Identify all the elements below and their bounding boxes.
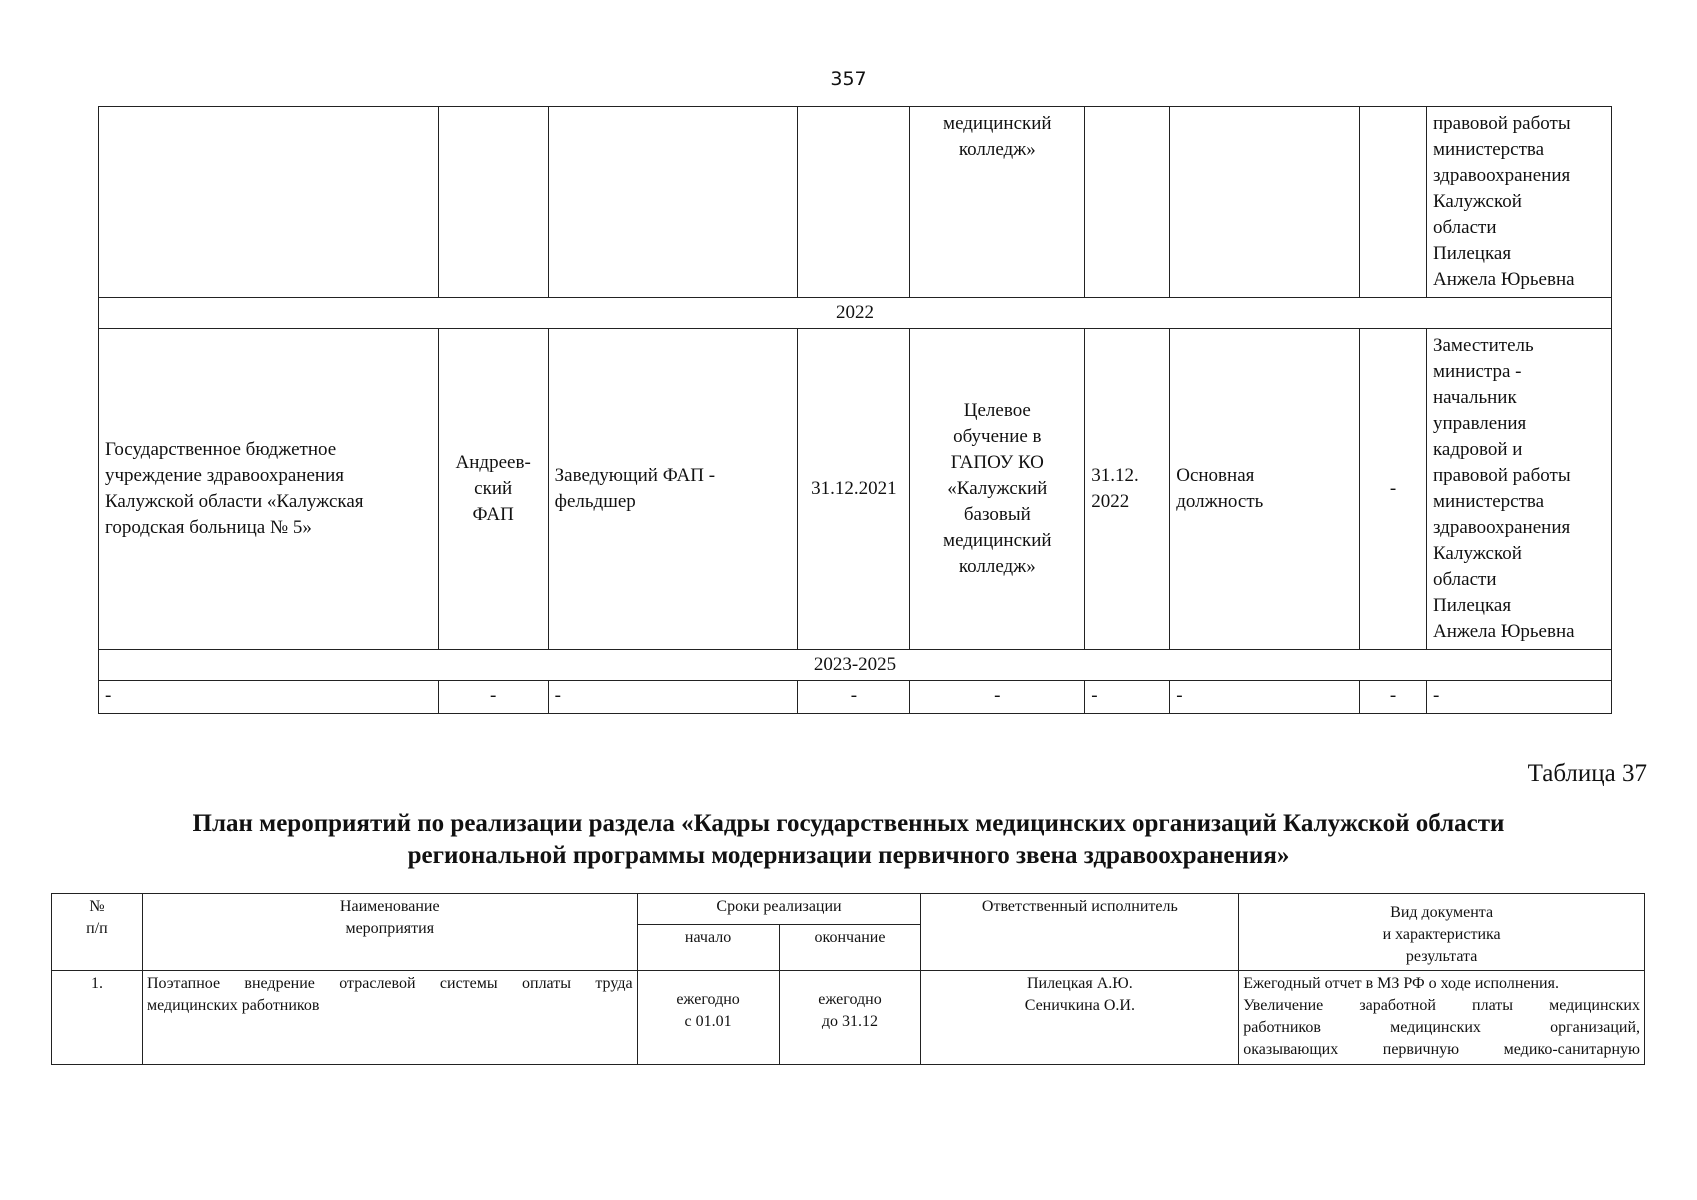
row-doc: Ежегодный отчет в МЗ РФ о ходе исполнения. Увеличение заработной платы медицинских работников медицинских организаций, оказывающих первичную медико-санитарную xyxy=(1239,971,1645,1065)
row-name: Поэтапное внедрение отраслевой системы оплаты труда медицинских работников xyxy=(142,971,637,1065)
carry-training-cell: медицинский колледж» xyxy=(910,107,1085,298)
header-end: окончание xyxy=(779,925,921,971)
year-row-2023-2025: 2023-2025 xyxy=(99,650,1612,681)
table-row xyxy=(52,971,1645,1065)
header-doc: Вид документа и характеристика результата xyxy=(1239,894,1645,971)
dash-row: - - - - - - - - - xyxy=(99,681,1612,714)
header-num: № п/п xyxy=(52,894,143,971)
row-end: ежегодно до 31.12 xyxy=(779,971,921,1065)
row-start: ежегодно с 01.01 xyxy=(637,971,779,1065)
plan-table xyxy=(51,893,1645,1065)
post-type-cell: Основная должность xyxy=(1170,329,1360,650)
carry-row xyxy=(99,107,1612,298)
dash-cell: - xyxy=(1360,329,1427,650)
row-executors: Пилецкая А.Ю. Сеничкина О.И. xyxy=(921,971,1239,1065)
responsible-cell: Заместитель министра - начальник управления кадровой и правовой работы министерства здравоохранения Калужской области Пилецкая Анжела Юрьевна xyxy=(1426,329,1611,650)
date-end-cell: 31.12. 2022 xyxy=(1085,329,1170,650)
date-start-cell: 31.12.2021 xyxy=(798,329,910,650)
table-label: Таблица 37 xyxy=(1527,760,1647,787)
training-cell: Целевое обучение в ГАПОУ КО «Калужский базовый медицинский колледж» xyxy=(910,329,1085,650)
carry-responsible-cell: правовой работы министерства здравоохранения Калужской области Пилецкая Анжела Юрьевна xyxy=(1426,107,1611,298)
year-row-2022: 2022 xyxy=(99,298,1612,329)
row-2022 xyxy=(99,329,1612,650)
header-executor: Ответственный исполнитель xyxy=(921,894,1239,971)
upper-table xyxy=(98,106,1612,714)
section-title: План мероприятий по реализации раздела «Кадры государственных медицинских организаций Калужской области региональной программы модернизации первичного звена здравоохранения» xyxy=(192,810,1505,869)
header-terms: Сроки реализации xyxy=(637,894,921,925)
unit-cell: Андреев- ский ФАП xyxy=(438,329,548,650)
organization-cell: Государственное бюджетное учреждение здравоохранения Калужской области «Калужская городская больница № 5» xyxy=(99,329,439,650)
row-num: 1. xyxy=(52,971,143,1065)
header-row-1 xyxy=(52,894,1645,925)
header-start: начало xyxy=(637,925,779,971)
page-number: 357 xyxy=(830,68,867,90)
header-name: Наименование мероприятия xyxy=(142,894,637,971)
position-cell: Заведующий ФАП - фельдшер xyxy=(548,329,798,650)
